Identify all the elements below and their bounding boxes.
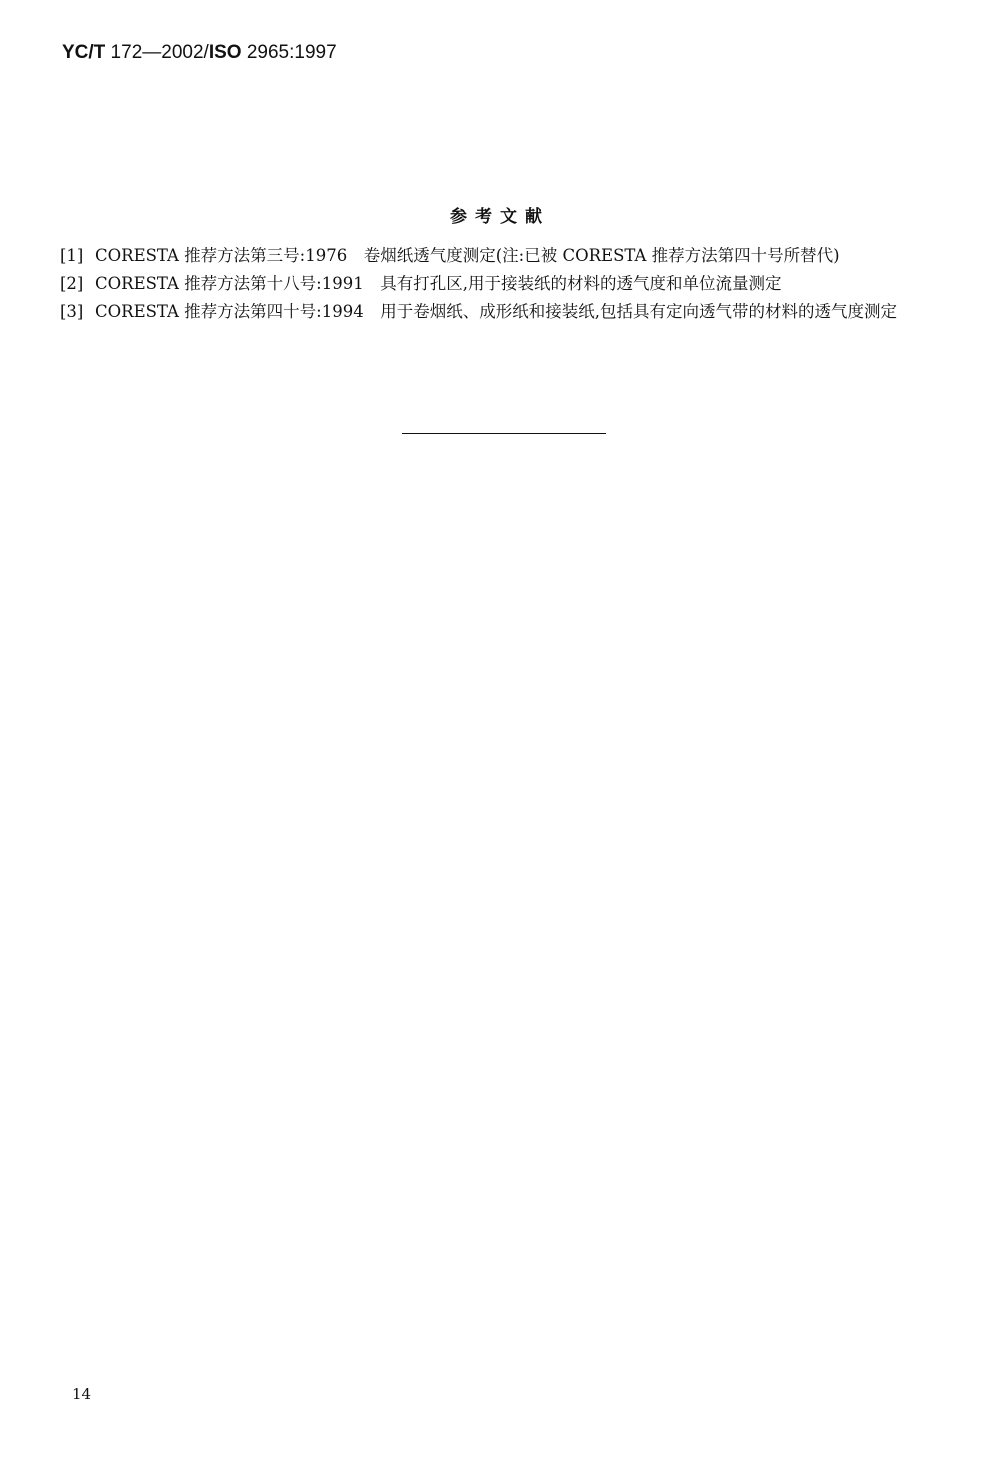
reference-number: [3] (60, 302, 84, 321)
end-divider (402, 433, 606, 434)
reference-text: CORESTA 推荐方法第十八号:1991 具有打孔区,用于接装纸的材料的透气度和单位流量测定 (95, 274, 782, 293)
standard-code-suffix: 2965:1997 (241, 42, 337, 63)
bibliography-title: 参考文献 (450, 207, 550, 227)
standard-code-mid: 172—2002/ (105, 42, 209, 63)
reference-number: [2] (60, 274, 84, 293)
standard-code-prefix: YC/T (62, 42, 106, 63)
reference-item (60, 271, 960, 297)
reference-text: CORESTA 推荐方法第三号:1976 卷烟纸透气度测定(注:已被 CORESTA 推荐方法第四十号所替代) (95, 246, 840, 265)
reference-number: [1] (60, 246, 84, 265)
reference-item (60, 299, 960, 325)
reference-list (60, 243, 960, 327)
reference-item (60, 243, 960, 269)
standard-code-header (62, 42, 337, 64)
reference-text: CORESTA 推荐方法第四十号:1994 用于卷烟纸、成形纸和接装纸,包括具有定向透气带的材料的透气度测定 (95, 302, 897, 321)
page-number: 14 (72, 1385, 92, 1403)
standard-code-iso: ISO (208, 42, 242, 63)
